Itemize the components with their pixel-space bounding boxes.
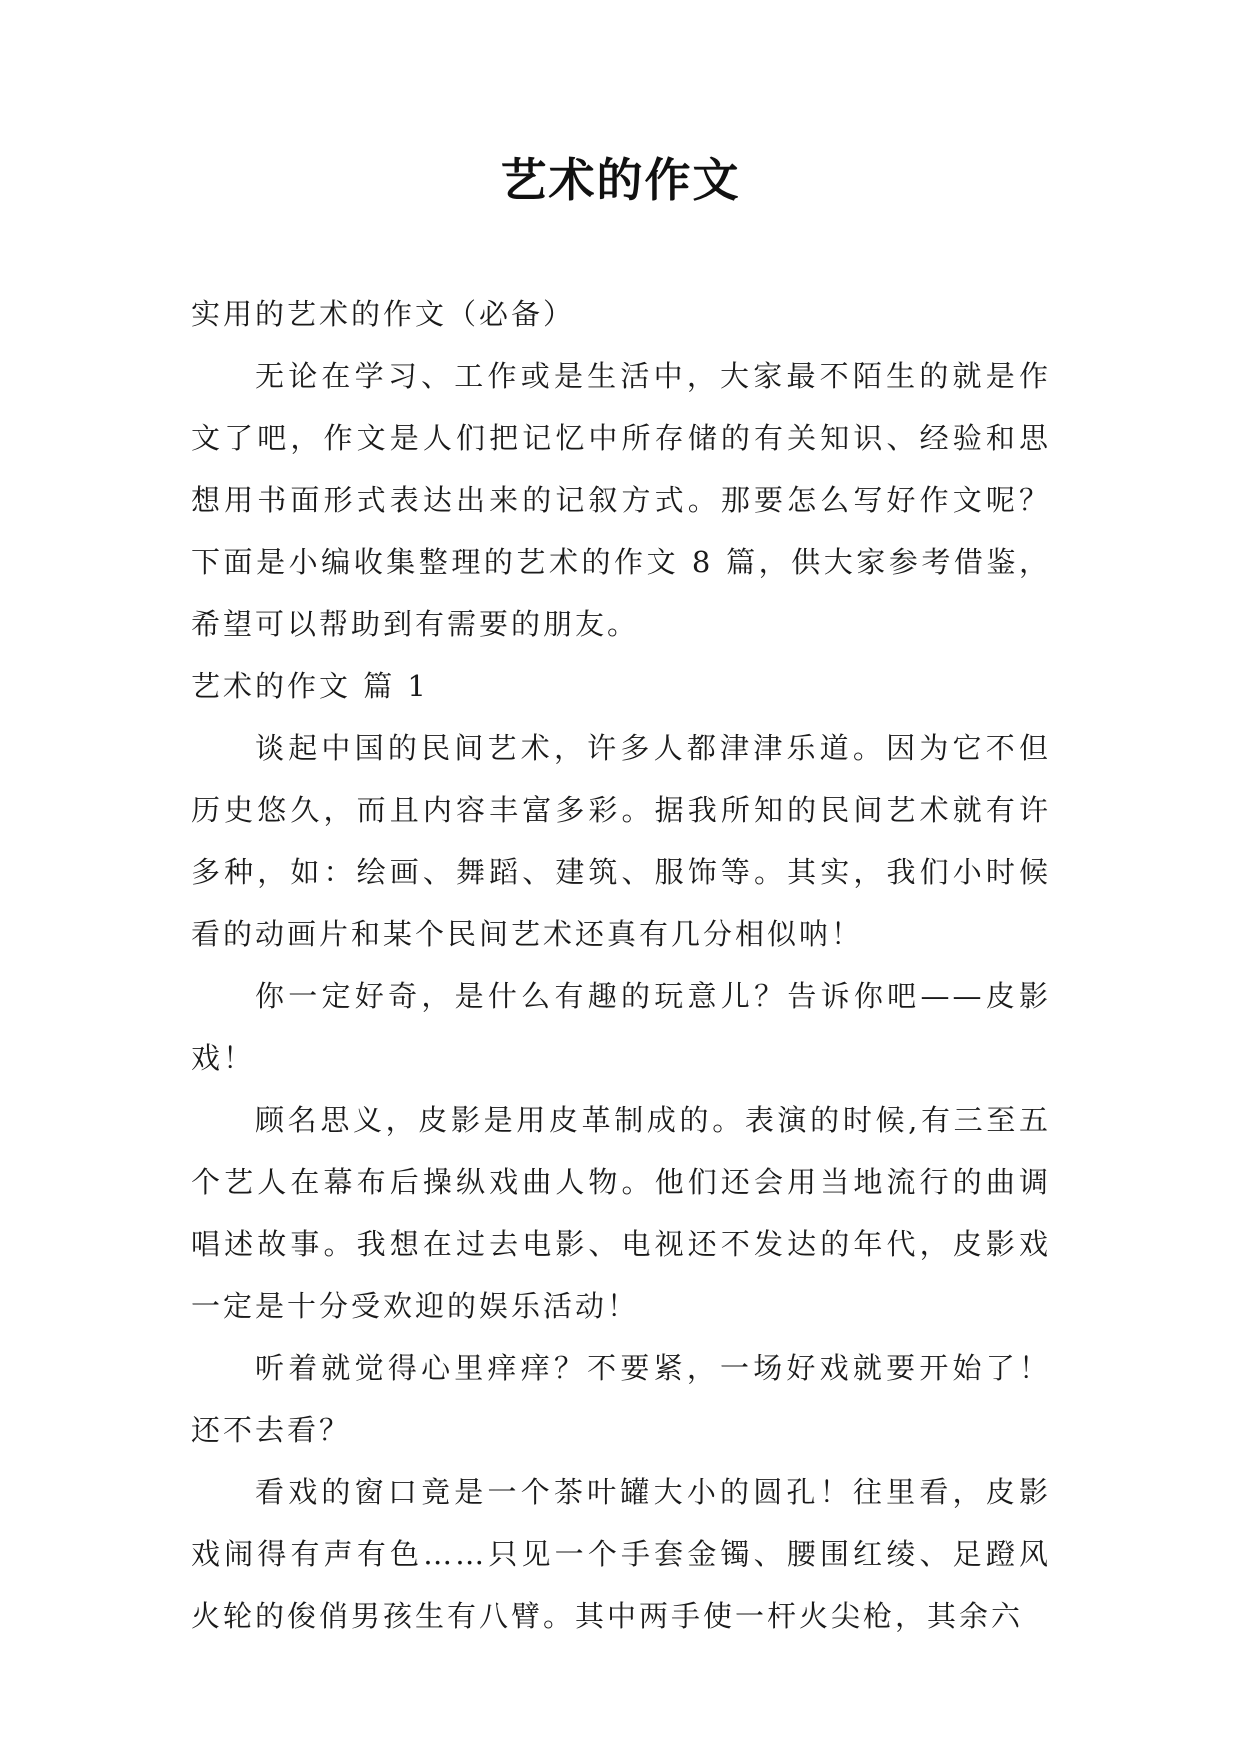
intro-paragraph: 无论在学习、工作或是生活中，大家最不陌生的就是作文了吧，作文是人们把记忆中所存储的有关知识、经验和思想用书面形式表达出来的记叙方式。那要怎么写好作文呢？下面是小编收集整理的艺术的作文 8 篇，供大家参考借鉴，希望可以帮助到有需要的朋友。 xyxy=(191,359,1051,641)
body-paragraph: 你一定好奇，是什么有趣的玩意儿？告诉你吧——皮影戏！ xyxy=(191,979,1051,1075)
body-paragraph: 听着就觉得心里痒痒？不要紧，一场好戏就要开始了！还不去看？ xyxy=(191,1351,1051,1447)
body-paragraph: 谈起中国的民间艺术，许多人都津津乐道。因为它不但历史悠久，而且内容丰富多彩。据我所知的民间艺术就有许多种，如：绘画、舞蹈、建筑、服饰等。其实，我们小时候看的动画片和某个民间艺术还真有几分相似呐！ xyxy=(191,731,1051,951)
document-title: 艺术的作文 xyxy=(500,153,741,207)
section-heading: 艺术的作文 篇 1 xyxy=(191,669,429,703)
document-body xyxy=(191,283,1051,1647)
body-paragraph: 看戏的窗口竟是一个茶叶罐大小的圆孔！往里看，皮影戏闹得有声有色……只见一个手套金镯、腰围红绫、足蹬风火轮的俊俏男孩生有八臂。其中两手使一杆火尖枪，其余六 xyxy=(191,1475,1051,1633)
document-subtitle: 实用的艺术的作文（必备） xyxy=(191,297,576,331)
body-paragraph: 顾名思义，皮影是用皮革制成的。表演的时候,有三至五个艺人在幕布后操纵戏曲人物。他们还会用当地流行的曲调唱述故事。我想在过去电影、电视还不发达的年代，皮影戏一定是十分受欢迎的娱乐活动！ xyxy=(191,1103,1051,1323)
